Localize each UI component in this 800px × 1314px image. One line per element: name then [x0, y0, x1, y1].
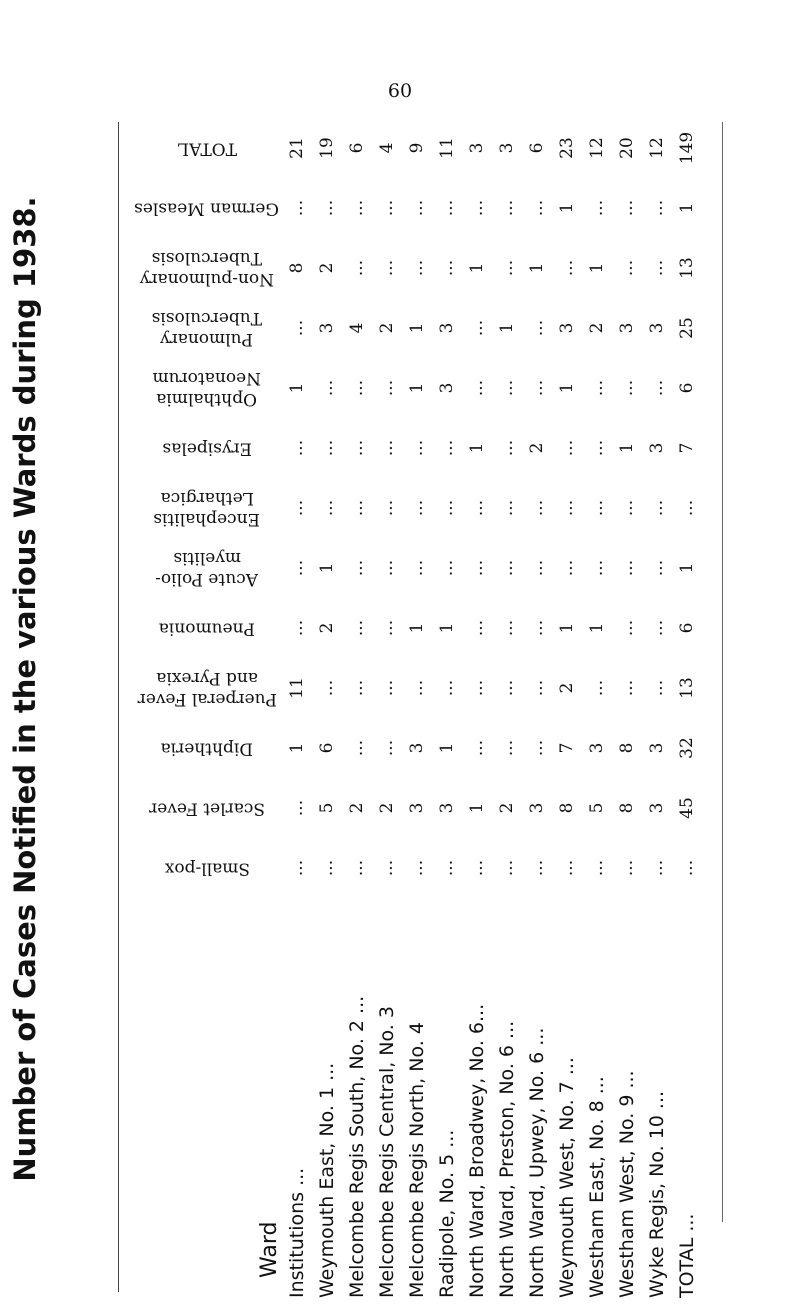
- table-cell: ...: [287, 799, 307, 817]
- table-cell: ...: [377, 439, 397, 457]
- table-cell: 3: [587, 742, 607, 754]
- table-body: [282, 118, 702, 1298]
- table-cell: ...: [407, 679, 427, 697]
- table-cell: 2: [377, 322, 397, 334]
- table-cell: ...: [467, 619, 487, 637]
- table-cell: 1: [557, 382, 577, 394]
- ward-name: Melcombe Regis South, No. 2 ...: [346, 995, 368, 1298]
- table-row: [372, 118, 402, 1298]
- notifications-table: [132, 118, 702, 1298]
- table-cell: ...: [377, 499, 397, 517]
- table-cell: 1: [407, 382, 427, 394]
- table-cell: 4: [377, 142, 397, 154]
- table-cell: ...: [617, 619, 637, 637]
- table-cell: ...: [527, 319, 547, 337]
- table-cell: ...: [527, 379, 547, 397]
- table-cell: ...: [347, 439, 367, 457]
- table-cell: 1: [527, 262, 547, 274]
- table-cell: ...: [377, 859, 397, 877]
- table-cell: ...: [377, 199, 397, 217]
- table-cell: ...: [347, 739, 367, 757]
- column-header: Scarlet Fever: [149, 798, 265, 819]
- table-cell: ...: [347, 619, 367, 637]
- table-cell: 32: [677, 737, 697, 759]
- ward-name: Radipole, No. 5 ...: [436, 1129, 458, 1298]
- table-cell: ...: [287, 619, 307, 637]
- table-row: [312, 118, 342, 1298]
- table-cell: 8: [557, 802, 577, 814]
- table-cell: ...: [467, 379, 487, 397]
- table-cell: ...: [647, 259, 667, 277]
- table-cell: 1: [467, 442, 487, 454]
- table-cell: 25: [677, 317, 697, 339]
- table-row: [492, 118, 522, 1298]
- table-cell: 1: [557, 202, 577, 214]
- table-cell: ...: [467, 319, 487, 337]
- ward-header: Ward: [257, 1221, 282, 1278]
- ward-name: Westham East, No. 8 ...: [586, 1076, 608, 1298]
- table-cell: 6: [347, 142, 367, 154]
- table-cell: 3: [437, 802, 457, 814]
- ward-name: North Ward, Upwey, No. 6 ...: [526, 1027, 548, 1298]
- table-cell: 13: [677, 677, 697, 699]
- table-cell: 12: [587, 137, 607, 159]
- table-cell: ...: [497, 559, 517, 577]
- table-cell: 3: [437, 322, 457, 334]
- table-cell: ...: [347, 199, 367, 217]
- table-cell: ...: [437, 859, 457, 877]
- table-cell: 6: [677, 622, 697, 634]
- table-cell: 1: [437, 622, 457, 634]
- table-cell: ...: [647, 619, 667, 637]
- table-cell: ...: [587, 199, 607, 217]
- table-cell: ...: [467, 859, 487, 877]
- column-header: Erysipelas: [162, 438, 252, 459]
- table-cell: ...: [317, 499, 337, 517]
- table-cell: 13: [677, 257, 697, 279]
- table-cell: 21: [287, 137, 307, 159]
- table-cell: 1: [617, 442, 637, 454]
- table-cell: 3: [437, 382, 457, 394]
- table-cell: ...: [647, 859, 667, 877]
- table-cell: ...: [617, 379, 637, 397]
- column-header: Diphtheria: [160, 738, 254, 759]
- table-cell: 1: [467, 262, 487, 274]
- table-cell: 3: [647, 802, 667, 814]
- table-cell: ...: [647, 559, 667, 577]
- column-header: Encephalitis Lethargica: [153, 488, 261, 529]
- table-cell: 4: [347, 322, 367, 334]
- table-cell: 3: [617, 322, 637, 334]
- table-cell: 3: [407, 802, 427, 814]
- table-cell: ...: [377, 619, 397, 637]
- table-cell: ...: [377, 679, 397, 697]
- table-cell: ...: [617, 859, 637, 877]
- table-cell: 20: [617, 137, 637, 159]
- table-cell: ...: [497, 859, 517, 877]
- table-cell: ...: [467, 559, 487, 577]
- table-cell: ...: [377, 559, 397, 577]
- table-cell: ...: [497, 199, 517, 217]
- table-cell: ...: [527, 499, 547, 517]
- table-cell: ...: [677, 499, 697, 517]
- column-header: Puerperal Fever and Pyrexia: [137, 668, 277, 709]
- table-cell: 3: [407, 742, 427, 754]
- table-cell: 8: [617, 742, 637, 754]
- table-cell: 1: [317, 562, 337, 574]
- table-cell: ...: [287, 439, 307, 457]
- table-cell: 3: [647, 322, 667, 334]
- table-cell: ...: [527, 739, 547, 757]
- table-cell: 6: [527, 142, 547, 154]
- table-cell: 2: [347, 802, 367, 814]
- table-cell: 9: [407, 142, 427, 154]
- table-row: [552, 118, 582, 1298]
- table-cell: 3: [557, 322, 577, 334]
- table-cell: 1: [467, 802, 487, 814]
- column-header: German Measles: [134, 198, 280, 219]
- table-cell: 3: [527, 802, 547, 814]
- table-cell: ...: [347, 259, 367, 277]
- table-cell: ...: [527, 199, 547, 217]
- column-header: Pneumonia: [158, 618, 256, 639]
- table-cell: ...: [317, 679, 337, 697]
- table-cell: ...: [407, 259, 427, 277]
- table-cell: 3: [497, 142, 517, 154]
- table-cell: ...: [557, 259, 577, 277]
- ward-name: North Ward, Preston, No. 6 ...: [496, 1020, 518, 1298]
- ward-name: Institutions ...: [286, 1167, 308, 1298]
- table-cell: ...: [377, 739, 397, 757]
- table-cell: 1: [587, 262, 607, 274]
- table-cell: ...: [527, 619, 547, 637]
- table-row: [432, 118, 462, 1298]
- table-cell: 6: [317, 742, 337, 754]
- table-cell: ...: [497, 679, 517, 697]
- table-cell: ...: [587, 439, 607, 457]
- table-cell: ...: [527, 679, 547, 697]
- page-number: 60: [387, 80, 413, 102]
- table-cell: 149: [677, 131, 697, 165]
- column-header: Ophthalmia Neonatorum: [152, 368, 262, 409]
- table-row: [642, 118, 672, 1298]
- table-cell: ...: [647, 679, 667, 697]
- table-cell: ...: [497, 739, 517, 757]
- table-cell: ...: [347, 499, 367, 517]
- table-cell: 23: [557, 137, 577, 159]
- table-cell: ...: [287, 199, 307, 217]
- table-cell: ...: [407, 199, 427, 217]
- table-cell: ...: [497, 259, 517, 277]
- table-cell: ...: [497, 439, 517, 457]
- table-cell: 1: [287, 742, 307, 754]
- table-cell: ...: [557, 499, 577, 517]
- table-cell: 1: [677, 202, 697, 214]
- column-header: Pulmonary Tuberculosis: [151, 308, 263, 349]
- ward-name: Westham West, No. 9 ...: [616, 1070, 638, 1298]
- table-cell: ...: [557, 439, 577, 457]
- table-cell: 3: [647, 742, 667, 754]
- table-cell: ...: [647, 379, 667, 397]
- table-row: [612, 118, 642, 1298]
- ward-name: Weymouth East, No. 1 ...: [316, 1062, 338, 1298]
- table-cell: 19: [317, 137, 337, 159]
- table-cell: ...: [527, 859, 547, 877]
- table-cell: ...: [437, 439, 457, 457]
- table-cell: ...: [407, 859, 427, 877]
- table-cell: 7: [677, 442, 697, 454]
- table-cell: ...: [587, 559, 607, 577]
- table-cell: 11: [287, 677, 307, 699]
- table-cell: 3: [647, 442, 667, 454]
- table-cell: 11: [437, 137, 457, 159]
- table-cell: 45: [677, 797, 697, 819]
- column-header: Non-pulmonary Tuberculosis: [139, 248, 275, 289]
- table-cell: ...: [467, 499, 487, 517]
- column-header: Small-pox: [164, 858, 250, 879]
- table-cell: 5: [317, 802, 337, 814]
- table-cell: 1: [287, 382, 307, 394]
- table-cell: ...: [437, 559, 457, 577]
- table-cell: 2: [317, 262, 337, 274]
- table-cell: 3: [467, 142, 487, 154]
- table-cell: ...: [617, 259, 637, 277]
- table-cell: 2: [587, 322, 607, 334]
- column-header: TOTAL: [177, 138, 237, 159]
- table-cell: ...: [587, 859, 607, 877]
- column-header: Acute Polio-myelitis: [155, 548, 259, 589]
- table-cell: ...: [317, 199, 337, 217]
- table-cell: 7: [557, 742, 577, 754]
- table-cell: ...: [407, 439, 427, 457]
- table-row: [402, 118, 432, 1298]
- table-cell: 3: [317, 322, 337, 334]
- table-cell: 1: [437, 742, 457, 754]
- table-cell: ...: [647, 199, 667, 217]
- table-row: [342, 118, 372, 1298]
- table-row: [282, 118, 312, 1298]
- table-cell: ...: [287, 859, 307, 877]
- table-cell: ...: [347, 559, 367, 577]
- ward-name: Weymouth West, No. 7 ...: [556, 1057, 578, 1298]
- table-cell: 1: [557, 622, 577, 634]
- table-cell: ...: [467, 679, 487, 697]
- table-cell: ...: [557, 559, 577, 577]
- table-cell: ...: [347, 679, 367, 697]
- table-cell: ...: [287, 499, 307, 517]
- table-cell: ...: [557, 859, 577, 877]
- table-cell: 1: [587, 622, 607, 634]
- table-title: Number of Cases Notified in the various Wards during 1938.: [8, 196, 42, 1182]
- table-cell: ...: [317, 439, 337, 457]
- ward-name: Melcombe Regis North, No. 4: [406, 1022, 428, 1298]
- ward-name: TOTAL ...: [676, 1213, 698, 1298]
- table-cell: 5: [587, 802, 607, 814]
- table-cell: ...: [317, 379, 337, 397]
- table-cell: ...: [587, 379, 607, 397]
- table-cell: 8: [287, 262, 307, 274]
- table-cell: 1: [407, 622, 427, 634]
- table-cell: ...: [467, 739, 487, 757]
- table-cell: ...: [497, 379, 517, 397]
- table-cell: ...: [497, 619, 517, 637]
- table-cell: ...: [407, 559, 427, 577]
- table-cell: ...: [587, 499, 607, 517]
- table-cell: 1: [407, 322, 427, 334]
- table-cell: ...: [287, 559, 307, 577]
- header-row: [132, 118, 282, 1298]
- table-cell: 2: [527, 442, 547, 454]
- table-cell: ...: [407, 499, 427, 517]
- table-cell: 2: [557, 682, 577, 694]
- table-cell: ...: [377, 259, 397, 277]
- table-cell: ...: [617, 499, 637, 517]
- table-cell: ...: [437, 679, 457, 697]
- table-row: [462, 118, 492, 1298]
- table-cell: ...: [347, 859, 367, 877]
- table-row: [522, 118, 552, 1298]
- table-row: [672, 118, 702, 1298]
- ward-name: North Ward, Broadwey, No. 6...: [466, 1003, 488, 1298]
- table-cell: 8: [617, 802, 637, 814]
- table-cell: ...: [587, 679, 607, 697]
- table-cell: ...: [437, 199, 457, 217]
- table-cell: ...: [377, 379, 397, 397]
- table-cell: 6: [677, 382, 697, 394]
- table-cell: 2: [497, 802, 517, 814]
- ward-name: Melcombe Regis Central, No. 3: [376, 1006, 398, 1298]
- table-cell: 1: [677, 562, 697, 574]
- table-cell: ...: [437, 499, 457, 517]
- table-cell: 12: [647, 137, 667, 159]
- table-cell: 2: [377, 802, 397, 814]
- table-cell: ...: [467, 199, 487, 217]
- table-row: [582, 118, 612, 1298]
- ward-name: Wyke Regis, No. 10 ...: [646, 1090, 668, 1298]
- table-cell: ...: [317, 859, 337, 877]
- table-cell: ...: [617, 679, 637, 697]
- table-cell: ...: [287, 319, 307, 337]
- table-cell: ...: [497, 499, 517, 517]
- table-cell: 2: [317, 622, 337, 634]
- table-cell: ...: [527, 559, 547, 577]
- table-cell: ...: [617, 199, 637, 217]
- table-cell: ...: [437, 259, 457, 277]
- table-cell: ...: [617, 559, 637, 577]
- table-cell: ...: [647, 499, 667, 517]
- table-cell: ...: [677, 859, 697, 877]
- table-cell: ...: [347, 379, 367, 397]
- table-cell: 1: [497, 322, 517, 334]
